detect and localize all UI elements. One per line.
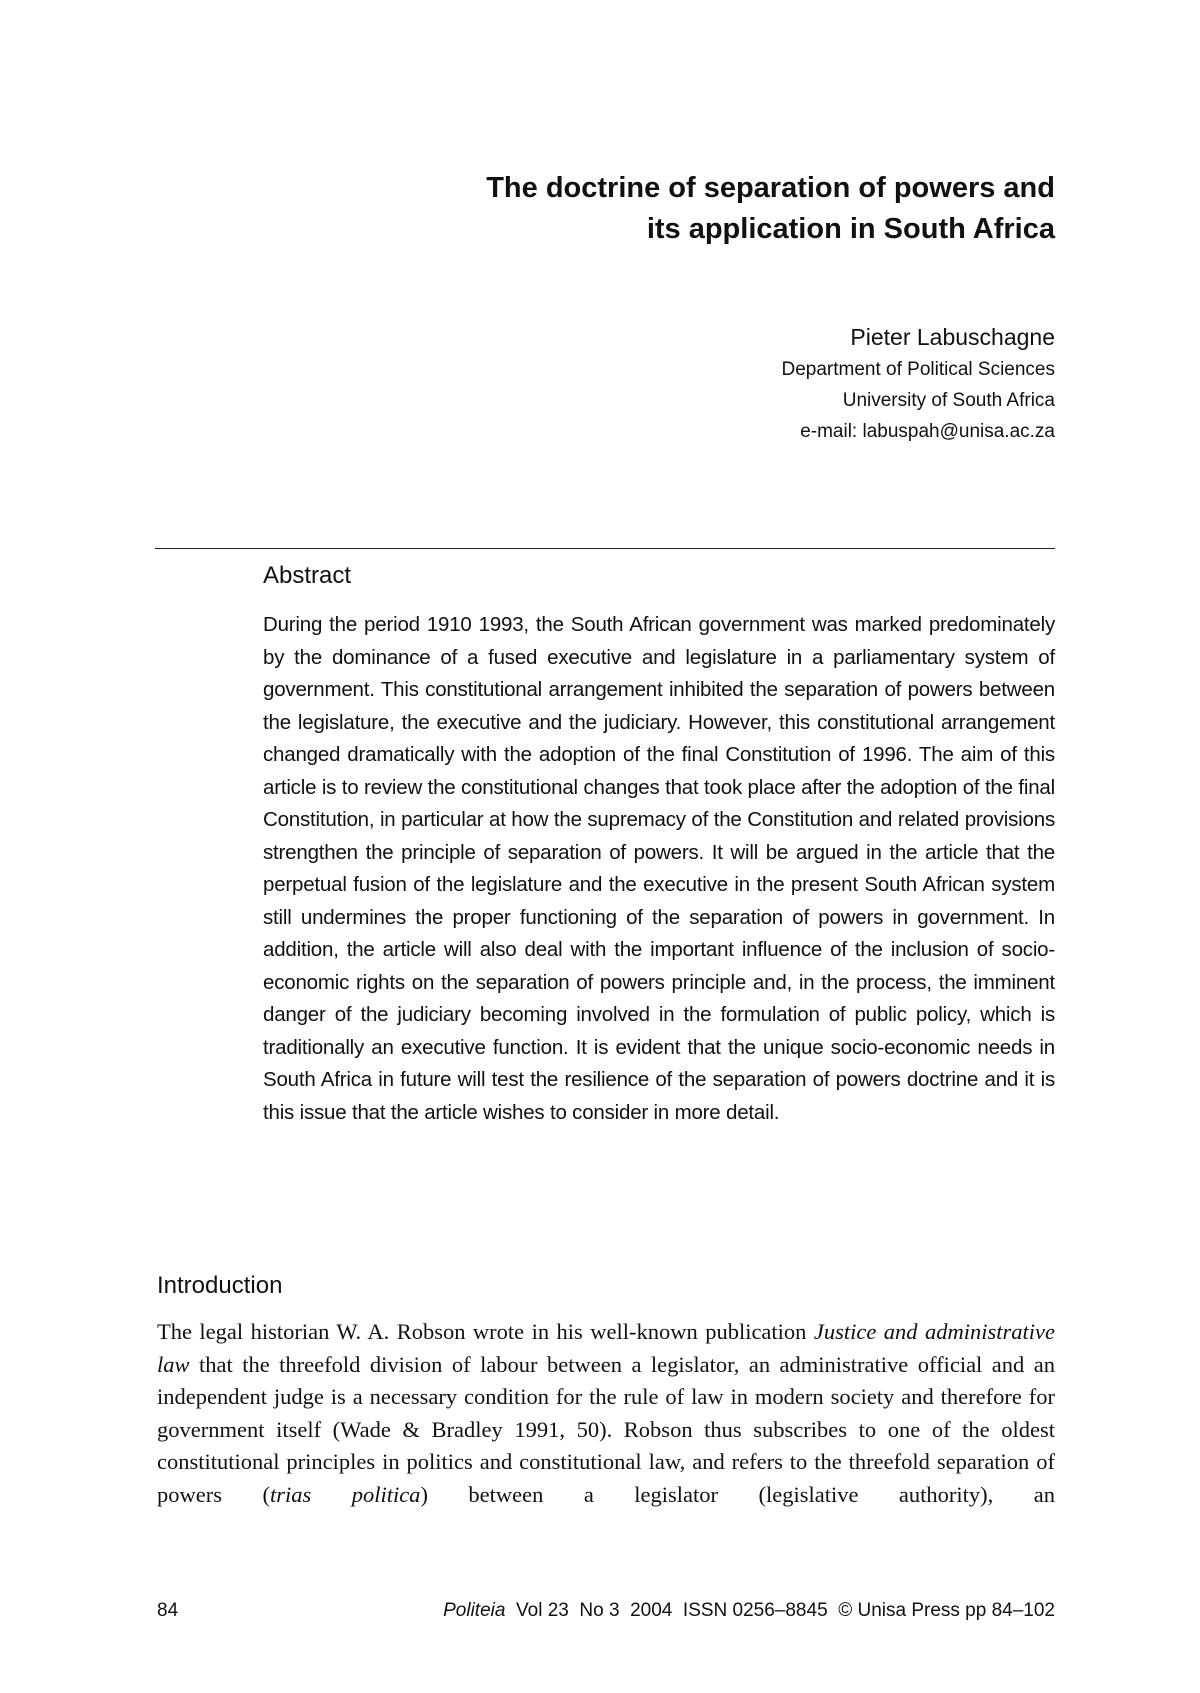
intro-italic-title: Justice and administrative law [157,1319,1055,1377]
author-university: University of South Africa [842,390,1055,411]
intro-text-part-1: The legal historian W. A. Robson wrote in his well-known publication [157,1319,814,1344]
abstract-heading: Abstract [263,562,352,589]
journal-citation [443,1596,1055,1626]
intro-text-part-3: ) between a legislator (legislative authority), an [420,1481,1055,1507]
intro-text-part-2: that the threefold division of labour between a legislator, an administrative official and an independent judge is a necessary condition for the rule of law in modern society and therefore for government itself (Wade & Bradley 1991, 50). Robson thus subscribes to one of the oldest constitutional principles in politics and constitutional law, and refers to the threefold separation of powers ( [157,1351,1055,1507]
title-line-2: its application in South Africa [646,213,1055,245]
journal-name: Politeia [443,1600,506,1621]
author-department: Department of Political Sciences [781,359,1055,380]
author-email: e-mail: labuspah@unisa.ac.za [800,421,1055,442]
author-name: Pieter Labuschagne [850,324,1055,350]
abstract-text: During the period 1910 1993, the South African government was marked predominately by the dominance of a fused executive and legislature in a parliamentary system of government. This constitutional arrangement inhibited the separation of powers between the legislature, the executive and the judiciary. However, this constitutional arrangement changed dramatically with the adoption of the final Constitution of 1996. The aim of this article is to review the constitutional changes that took place after the adoption of the final Constitution, in particular at how the supremacy of the Constitution and related provisions strengthen the principle of separation of powers. It will be argued in the article that the perpetual fusion of the legislature and the executive in the present South African system still undermines the proper functioning of the separation of powers in government. In addition, the article will also deal with the important influence of the inclusion of socio-economic rights on the separation of powers principle and, in the process, the imminent danger of the judiciary becoming involved in the formulation of public policy, which is traditionally an executive function. It is evident that the unique socio-economic needs in South Africa in future will test the resilience of the separation of powers doctrine and it is this issue that the article wishes to consider in more detail. [263,613,1055,1124]
section-divider [155,548,1055,549]
citation-details: Vol 23 No 3 2004 ISSN 0256–8845 © Unisa Press pp 84–102 [505,1600,1055,1621]
page-number: 84 [157,1600,179,1621]
title-line-1: The doctrine of separation of powers and [486,172,1055,204]
intro-italic-term: trias politica [269,1481,421,1507]
article-title [295,168,1055,250]
introduction-text [157,1316,1055,1512]
author-block [455,320,1055,447]
introduction-heading: Introduction [157,1272,283,1299]
page-footer [157,1596,1055,1626]
